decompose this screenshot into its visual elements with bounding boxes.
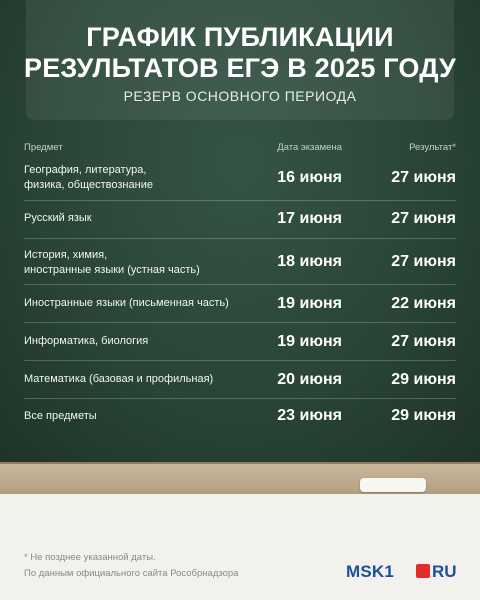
exam-date: 19 июня xyxy=(277,333,342,350)
column-header-exam-date: Дата экзамена xyxy=(277,142,342,153)
table-row xyxy=(24,200,456,239)
result-date: 27 июня xyxy=(391,333,456,350)
logo-text-left: MSK1 xyxy=(346,562,395,581)
row-subject: Математика (базовая и профильная) xyxy=(24,373,214,385)
row-subject: Информатика, биология xyxy=(24,335,149,347)
result-date: 27 июня xyxy=(391,210,456,227)
subject-line-2: иностранные языки (устная часть) xyxy=(24,264,200,276)
table-row xyxy=(24,322,456,361)
row-subject xyxy=(24,163,153,193)
row-subject xyxy=(24,248,200,278)
exam-date: 23 июня xyxy=(277,407,342,424)
table-row xyxy=(24,360,456,399)
table-row xyxy=(24,238,456,285)
row-subject: Иностранные языки (письменная часть) xyxy=(24,297,229,309)
result-date: 22 июня xyxy=(391,295,456,312)
column-header-subject: Предмет xyxy=(24,142,63,153)
subject-line-1: География, литература, xyxy=(24,164,147,176)
logo-text-right: RU xyxy=(432,562,457,581)
chalk-piece xyxy=(360,478,426,492)
table-row xyxy=(24,284,456,323)
source-note: По данным официального сайта Рособрнадзора xyxy=(24,568,239,579)
subject-line-1: История, химия, xyxy=(24,249,108,261)
result-date: 27 июня xyxy=(391,169,456,186)
page-title xyxy=(0,22,480,84)
column-header-result: Результат* xyxy=(409,142,456,153)
subject-line-2: физика, обществознание xyxy=(24,179,153,191)
exam-date: 19 июня xyxy=(277,295,342,312)
msk1-logo[interactable] xyxy=(346,562,456,580)
footnote: * Не позднее указанной даты. xyxy=(24,552,156,563)
table-row xyxy=(24,158,456,201)
exam-date: 17 июня xyxy=(277,210,342,227)
exam-date: 16 июня xyxy=(277,169,342,186)
exam-date: 18 июня xyxy=(277,253,342,270)
row-subject: Все предметы xyxy=(24,410,97,422)
subtitle: РЕЗЕРВ ОСНОВНОГО ПЕРИОДА xyxy=(123,88,357,104)
result-date: 29 июня xyxy=(391,371,456,388)
exam-date: 20 июня xyxy=(277,371,342,388)
footer-area xyxy=(0,494,480,600)
result-date: 29 июня xyxy=(391,407,456,424)
table-row xyxy=(24,398,456,434)
row-subject: Русский язык xyxy=(24,212,92,224)
title-line-1: ГРАФИК ПУБЛИКАЦИИ xyxy=(86,22,394,52)
result-date: 27 июня xyxy=(391,253,456,270)
logo-red-square-icon xyxy=(416,564,430,578)
title-line-2: РЕЗУЛЬТАТОВ ЕГЭ В 2025 ГОДУ xyxy=(23,53,456,83)
